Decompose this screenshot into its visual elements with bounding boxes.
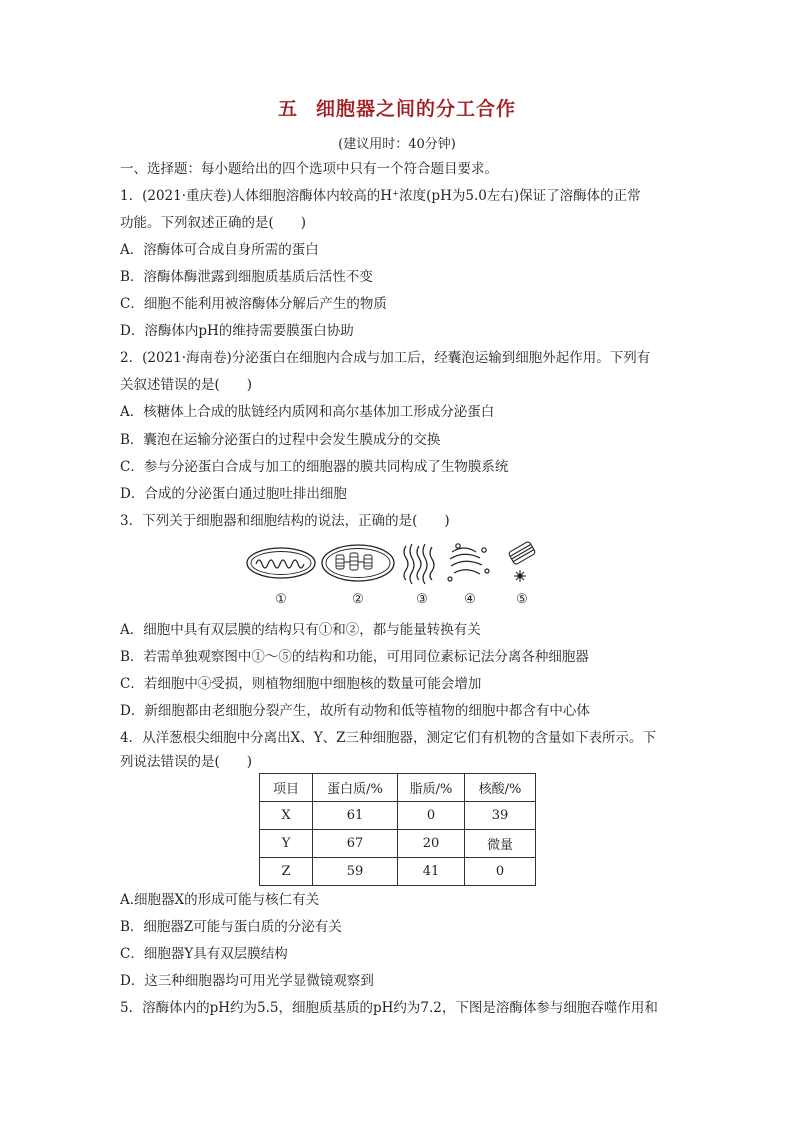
organelle-content-table bbox=[259, 773, 536, 886]
q1-option-d: D．溶酶体内pH的维持需要膜蛋白协助 bbox=[120, 323, 354, 339]
table-header-cell: 蛋白质/% bbox=[313, 774, 398, 802]
q5-stem-line1: 5．溶酶体内的pH约为5.5，细胞质基质的pH约为7.2，下图是溶酶体参与细胞吞噬作用和 bbox=[120, 1000, 658, 1016]
figure-label-4: ④ bbox=[464, 592, 476, 607]
q2-option-d: D．合成的分泌蛋白通过胞吐排出细胞 bbox=[120, 486, 347, 502]
q4-option-c: C．细胞器Y具有双层膜结构 bbox=[120, 946, 288, 962]
endoplasmic-reticulum-icon bbox=[404, 544, 434, 584]
table-cell: 39 bbox=[465, 802, 536, 830]
table-cell: 67 bbox=[313, 830, 398, 858]
figure-label-3: ③ bbox=[416, 592, 428, 607]
suggested-time: (建议用时：40分钟) bbox=[338, 137, 456, 152]
q4-option-b: B．细胞器Z可能与蛋白质的分泌有关 bbox=[120, 919, 342, 935]
table-header-cell: 核酸/% bbox=[465, 774, 536, 802]
table-cell: 59 bbox=[313, 858, 398, 886]
organelle-figure bbox=[240, 538, 550, 588]
q1-option-a: A．溶酶体可合成自身所需的蛋白 bbox=[120, 242, 319, 258]
q1-stem-line2: 功能。下列叙述正确的是( ) bbox=[120, 215, 307, 231]
section-heading: 一、选择题：每小题给出的四个选项中只有一个符合题目要求。 bbox=[120, 161, 498, 177]
q2-option-b: B．囊泡在运输分泌蛋白的过程中会发生膜成分的交换 bbox=[120, 432, 441, 448]
q1-option-b: B．溶酶体酶泄露到细胞质基质后活性不变 bbox=[120, 269, 373, 285]
q2-stem-line2: 关叙述错误的是( ) bbox=[120, 377, 253, 393]
table-cell: 0 bbox=[398, 802, 465, 830]
golgi-apparatus-icon bbox=[448, 544, 489, 581]
table-cell: 20 bbox=[398, 830, 465, 858]
q4-option-a: A.细胞器X的形成可能与核仁有关 bbox=[120, 892, 320, 908]
page-title bbox=[0, 94, 794, 121]
table-cell: Z bbox=[260, 858, 313, 886]
lesson-title: 细胞器之间的分工合作 bbox=[316, 98, 517, 120]
q2-option-c: C．参与分泌蛋白合成与加工的细胞器的膜共同构成了生物膜系统 bbox=[120, 459, 509, 475]
table-row bbox=[260, 802, 536, 830]
q4-stem-line2: 列说法错误的是( ) bbox=[120, 754, 253, 770]
centriole-icon bbox=[508, 541, 536, 582]
q3-option-b: B．若需单独观察图中①～⑤的结构和功能，可用同位素标记法分离各种细胞器 bbox=[120, 649, 589, 665]
q4-stem-line1: 4．从洋葱根尖细胞中分离出X、Y、Z三种细胞器，测定它们有机物的含量如下表所示。下 bbox=[120, 730, 656, 746]
table-cell: 41 bbox=[398, 858, 465, 886]
table-header-cell: 脂质/% bbox=[398, 774, 465, 802]
q2-stem-line1: 2．(2021·海南卷)分泌蛋白在细胞内合成与加工后，经囊泡运输到细胞外起作用。下列有 bbox=[120, 350, 651, 366]
mitochondrion-icon bbox=[247, 548, 315, 578]
q3-stem: 3．下列关于细胞器和细胞结构的说法，正确的是( ) bbox=[120, 513, 450, 529]
q3-option-a: A．细胞中具有双层膜的结构只有①和②，都与能量转换有关 bbox=[120, 622, 481, 638]
chloroplast-icon bbox=[322, 545, 394, 581]
table-cell: 61 bbox=[313, 802, 398, 830]
q1-option-c: C．细胞不能利用被溶酶体分解后产生的物质 bbox=[120, 296, 387, 312]
table-cell: 0 bbox=[465, 858, 536, 886]
figure-label-5: ⑤ bbox=[516, 592, 528, 607]
lesson-number: 五 bbox=[277, 98, 298, 120]
q3-option-d: D．新细胞都由老细胞分裂产生，故所有动物和低等植物的细胞中都含有中心体 bbox=[120, 703, 590, 719]
table-cell: 微量 bbox=[465, 830, 536, 858]
q1-stem-line1: 1．(2021·重庆卷)人体细胞溶酶体内较高的H⁺浓度(pH为5.0左右)保证了溶酶体的正常 bbox=[120, 188, 641, 204]
q2-option-a: A．核糖体上合成的肽链经内质网和高尔基体加工形成分泌蛋白 bbox=[120, 404, 495, 420]
figure-label-2: ② bbox=[352, 592, 364, 607]
table-row bbox=[260, 858, 536, 886]
table-cell: X bbox=[260, 802, 313, 830]
table-cell: Y bbox=[260, 830, 313, 858]
table-row bbox=[260, 830, 536, 858]
q4-option-d: D．这三种细胞器均可用光学显微镜观察到 bbox=[120, 973, 374, 989]
figure-label-1: ① bbox=[275, 592, 287, 607]
table-header-row bbox=[260, 774, 536, 802]
table-header-cell: 项目 bbox=[260, 774, 313, 802]
q3-option-c: C．若细胞中④受损，则植物细胞中细胞核的数量可能会增加 bbox=[120, 676, 482, 692]
